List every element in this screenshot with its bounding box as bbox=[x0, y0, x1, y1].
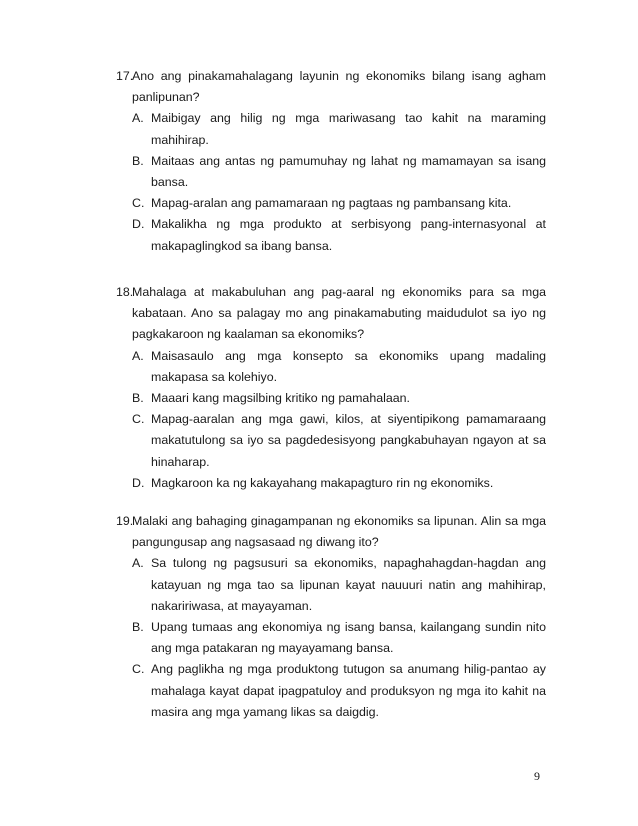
option-a bbox=[132, 108, 546, 150]
option-text: Mapag-aaralan ang mga gawi, kilos, at siyentipikong pamamaraang makatutulong sa iyo sa pagdedesisyong pangkabuhayan ngayon at sa hinaharap. bbox=[151, 412, 546, 469]
question-text: Mahalaga at makabuluhan ang pag-aaral ng ekonomiks para sa mga kabataan. Ano sa palagay mo ang pinakamabuting maidudulot sa iyo ng pagkakaroon ng kaalaman sa ekonomiks? bbox=[132, 285, 546, 342]
option-letter: A. bbox=[132, 556, 144, 571]
option-a bbox=[132, 346, 546, 388]
page-number: 9 bbox=[534, 769, 540, 783]
option-letter: C. bbox=[132, 662, 145, 677]
option-text: Sa tulong ng pagsusuri sa ekonomiks, napaghahagdan-hagdan ang katayuan ng mga tao sa lipunan kayat nauuuri natin ang mahihirap, nakaririwasa, at mayayaman. bbox=[151, 556, 546, 613]
option-a bbox=[132, 553, 546, 617]
option-list bbox=[132, 553, 546, 723]
question-17 bbox=[116, 66, 546, 257]
option-text: Maibigay ang hilig ng mga mariwasang tao kahit na maraming mahihirap. bbox=[151, 111, 546, 147]
question-text: Malaki ang bahaging ginagampanan ng ekonomiks sa lipunan. Alin sa mga pangungusap ang nagsasaad ng diwang ito? bbox=[132, 514, 546, 550]
option-c bbox=[132, 659, 546, 723]
option-letter: C. bbox=[132, 412, 145, 427]
question-stem bbox=[116, 66, 546, 108]
option-b bbox=[132, 617, 546, 659]
option-text: Maisasaulo ang mga konsepto sa ekonomiks upang madaling makapasa sa kolehiyo. bbox=[151, 348, 546, 384]
option-letter: B. bbox=[132, 391, 144, 406]
option-text: Maaari kang magsilbing kritiko ng pamahalaan. bbox=[151, 391, 410, 406]
option-c bbox=[132, 193, 546, 214]
option-letter: D. bbox=[132, 217, 145, 232]
option-b bbox=[132, 151, 546, 193]
question-number: 18. bbox=[116, 285, 134, 299]
option-letter: D. bbox=[132, 475, 145, 490]
option-letter: A. bbox=[132, 348, 144, 363]
option-text: Mapag-aralan ang pamamaraan ng pagtaas ng pambansang kita. bbox=[151, 196, 512, 211]
option-c bbox=[132, 409, 546, 473]
option-letter: C. bbox=[132, 196, 145, 211]
option-list bbox=[132, 108, 546, 256]
question-number: 17. bbox=[116, 69, 134, 83]
question-number: 19. bbox=[116, 514, 134, 528]
option-list bbox=[132, 346, 546, 494]
question-stem bbox=[116, 511, 546, 553]
question-stem bbox=[116, 282, 546, 346]
option-letter: B. bbox=[132, 153, 144, 168]
question-19 bbox=[116, 511, 546, 723]
question-text: Ano ang pinakamahalagang layunin ng ekonomiks bilang isang agham panlipunan? bbox=[132, 69, 546, 105]
option-letter: A. bbox=[132, 111, 144, 126]
option-text: Ang paglikha ng mga produktong tutugon sa anumang hilig-pantao ay mahalaga kayat dapat ipagpatuloy and produksyon ng mga ito kahit na masira ang mga yamang likas sa daigdig. bbox=[151, 662, 546, 719]
option-text: Magkaroon ka ng kakayahang makapagturo rin ng ekonomiks. bbox=[151, 475, 494, 490]
option-text: Makalikha ng mga produkto at serbisyong pang-internasyonal at makapaglingkod sa ibang bansa. bbox=[151, 217, 546, 253]
question-18 bbox=[116, 282, 546, 494]
option-d bbox=[132, 473, 546, 494]
option-letter: B. bbox=[132, 620, 144, 635]
option-text: Upang tumaas ang ekonomiya ng isang bansa, kailangang sundin nito ang mga patakaran ng mayayamang bansa. bbox=[151, 620, 546, 656]
option-d bbox=[132, 214, 546, 256]
option-b bbox=[132, 388, 546, 409]
option-text: Maitaas ang antas ng pamumuhay ng lahat ng mamamayan sa isang bansa. bbox=[151, 153, 546, 190]
